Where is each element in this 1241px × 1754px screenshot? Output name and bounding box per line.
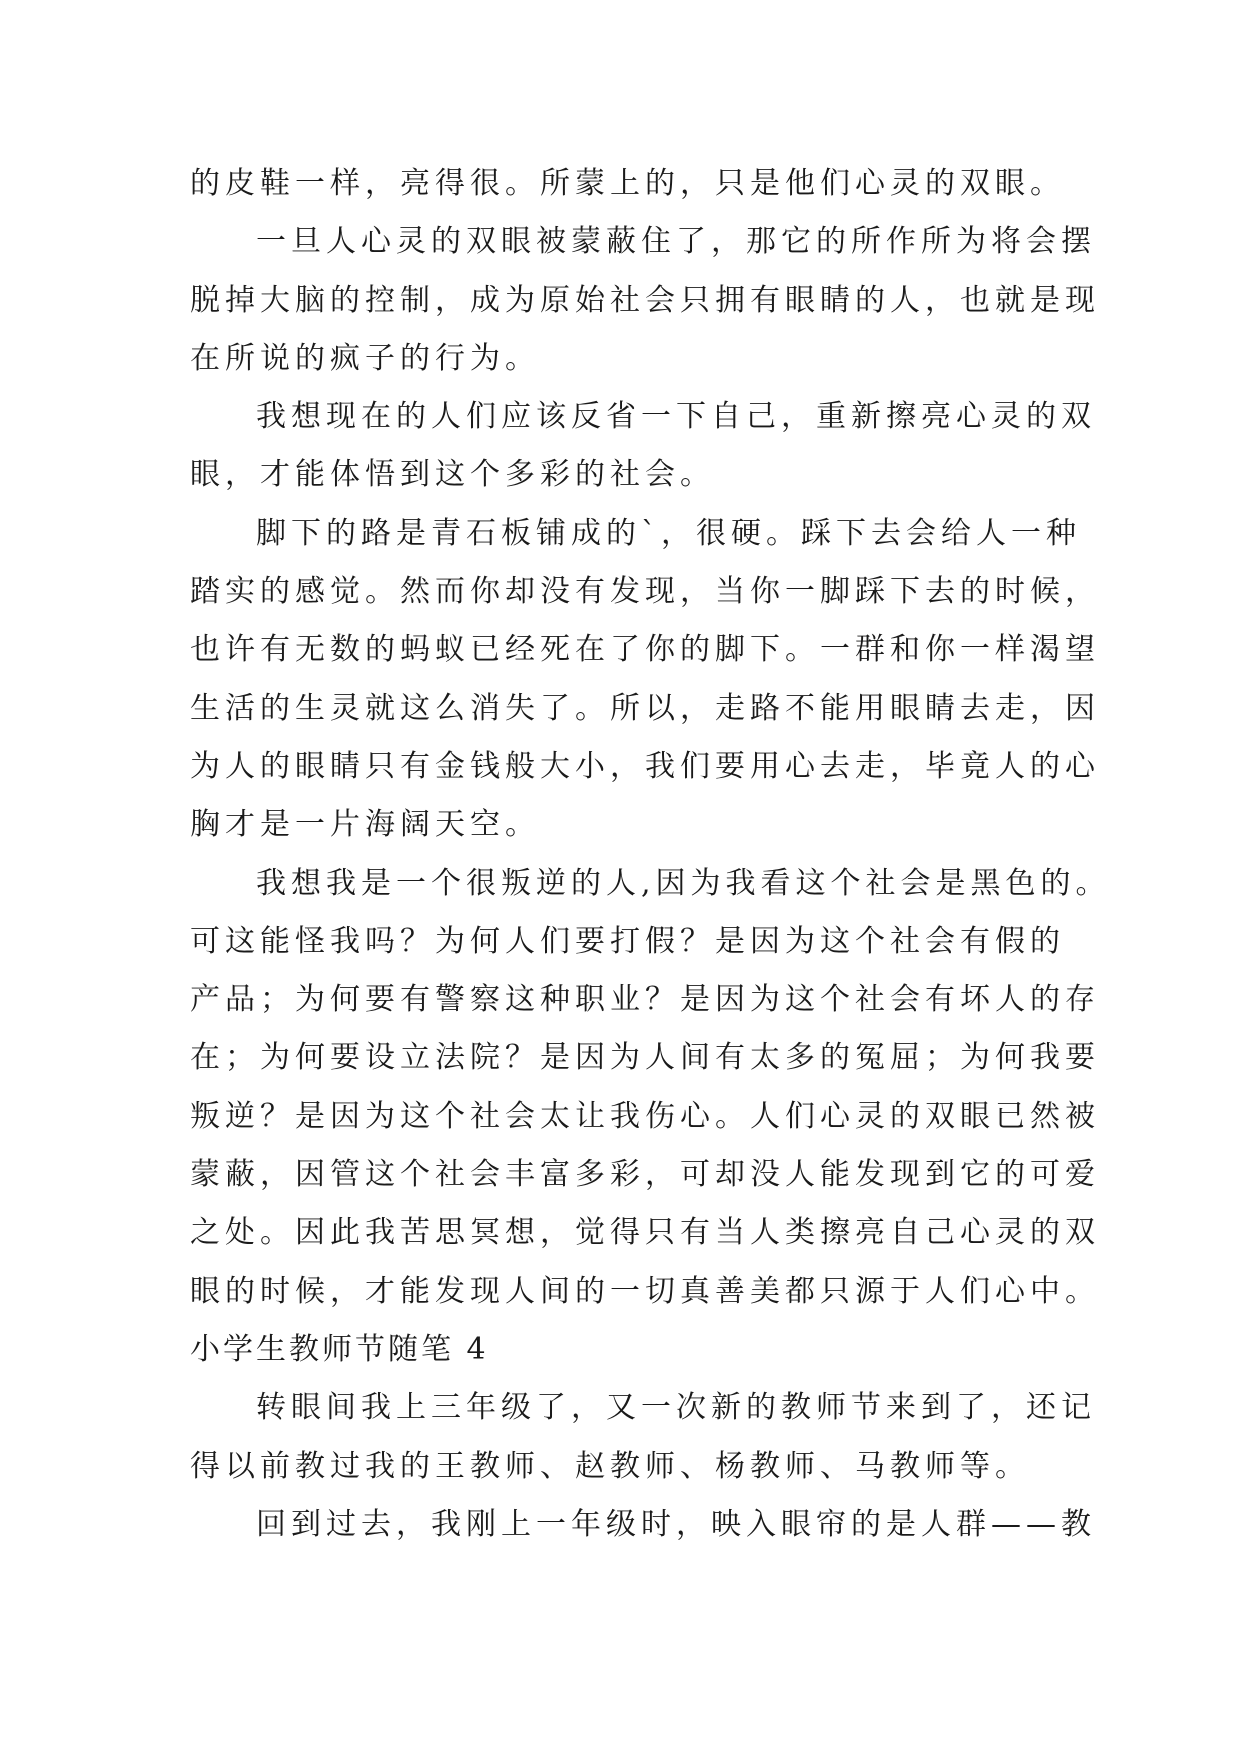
text-line: 脱掉大脑的控制，成为原始社会只拥有眼睛的人，也就是现	[190, 282, 1100, 318]
text-line: 产品；为何要有警察这种职业？是因为这个社会有坏人的存	[190, 982, 1100, 1018]
text-line: 在所说的疯子的行为。	[190, 340, 540, 376]
text-line: 得以前教过我的王教师、赵教师、杨教师、马教师等。	[190, 1448, 1030, 1484]
text-line: 叛逆？是因为这个社会太让我伤心。人们心灵的双眼已然被	[190, 1098, 1100, 1134]
text-line: 脚下的路是青石板铺成的`，很硬。踩下去会给人一种	[256, 515, 1081, 551]
text-line: 生活的生灵就这么消失了。所以，走路不能用眼睛去走，因	[190, 690, 1100, 726]
text-line: 我想现在的人们应该反省一下自己，重新擦亮心灵的双	[256, 399, 1096, 435]
text-line: 可这能怪我吗？为何人们要打假？是因为这个社会有假的	[190, 923, 1065, 959]
text-line: 为人的眼睛只有金钱般大小，我们要用心去走，毕竟人的心	[190, 748, 1100, 784]
text-line: 也许有无数的蚂蚁已经死在了你的脚下。一群和你一样渴望	[190, 632, 1100, 668]
text-line: 转眼间我上三年级了，又一次新的教师节来到了，还记	[256, 1390, 1096, 1426]
text-line: 胸才是一片海阔天空。	[190, 807, 540, 843]
body-text	[190, 155, 1111, 1554]
text-line: 踏实的感觉。然而你却没有发现，当你一脚踩下去的时候，	[190, 574, 1100, 610]
text-line: 回到过去，我刚上一年级时，映入眼帘的是人群——教	[256, 1506, 1096, 1542]
text-line: 蒙蔽，因管这个社会丰富多彩，可却没人能发现到它的可爱	[190, 1157, 1100, 1193]
text-line: 眼的时候，才能发现人间的一切真善美都只源于人们心中。	[190, 1273, 1100, 1309]
text-line: 眼，才能体悟到这个多彩的社会。	[190, 457, 715, 493]
text-line: 一旦人心灵的双眼被蒙蔽住了，那它的所作所为将会摆	[256, 224, 1096, 260]
text-line: 的皮鞋一样，亮得很。所蒙上的，只是他们心灵的双眼。	[190, 166, 1065, 201]
text-line: 之处。因此我苦思冥想，觉得只有当人类擦亮自己心灵的双	[190, 1215, 1100, 1251]
section-heading: 小学生教师节随笔 4	[190, 1331, 489, 1367]
text-line: 在；为何要设立法院？是因为人间有太多的冤屈；为何我要	[190, 1040, 1100, 1076]
text-line: 我想我是一个很叛逆的人,因为我看这个社会是黑色的。	[256, 865, 1111, 901]
